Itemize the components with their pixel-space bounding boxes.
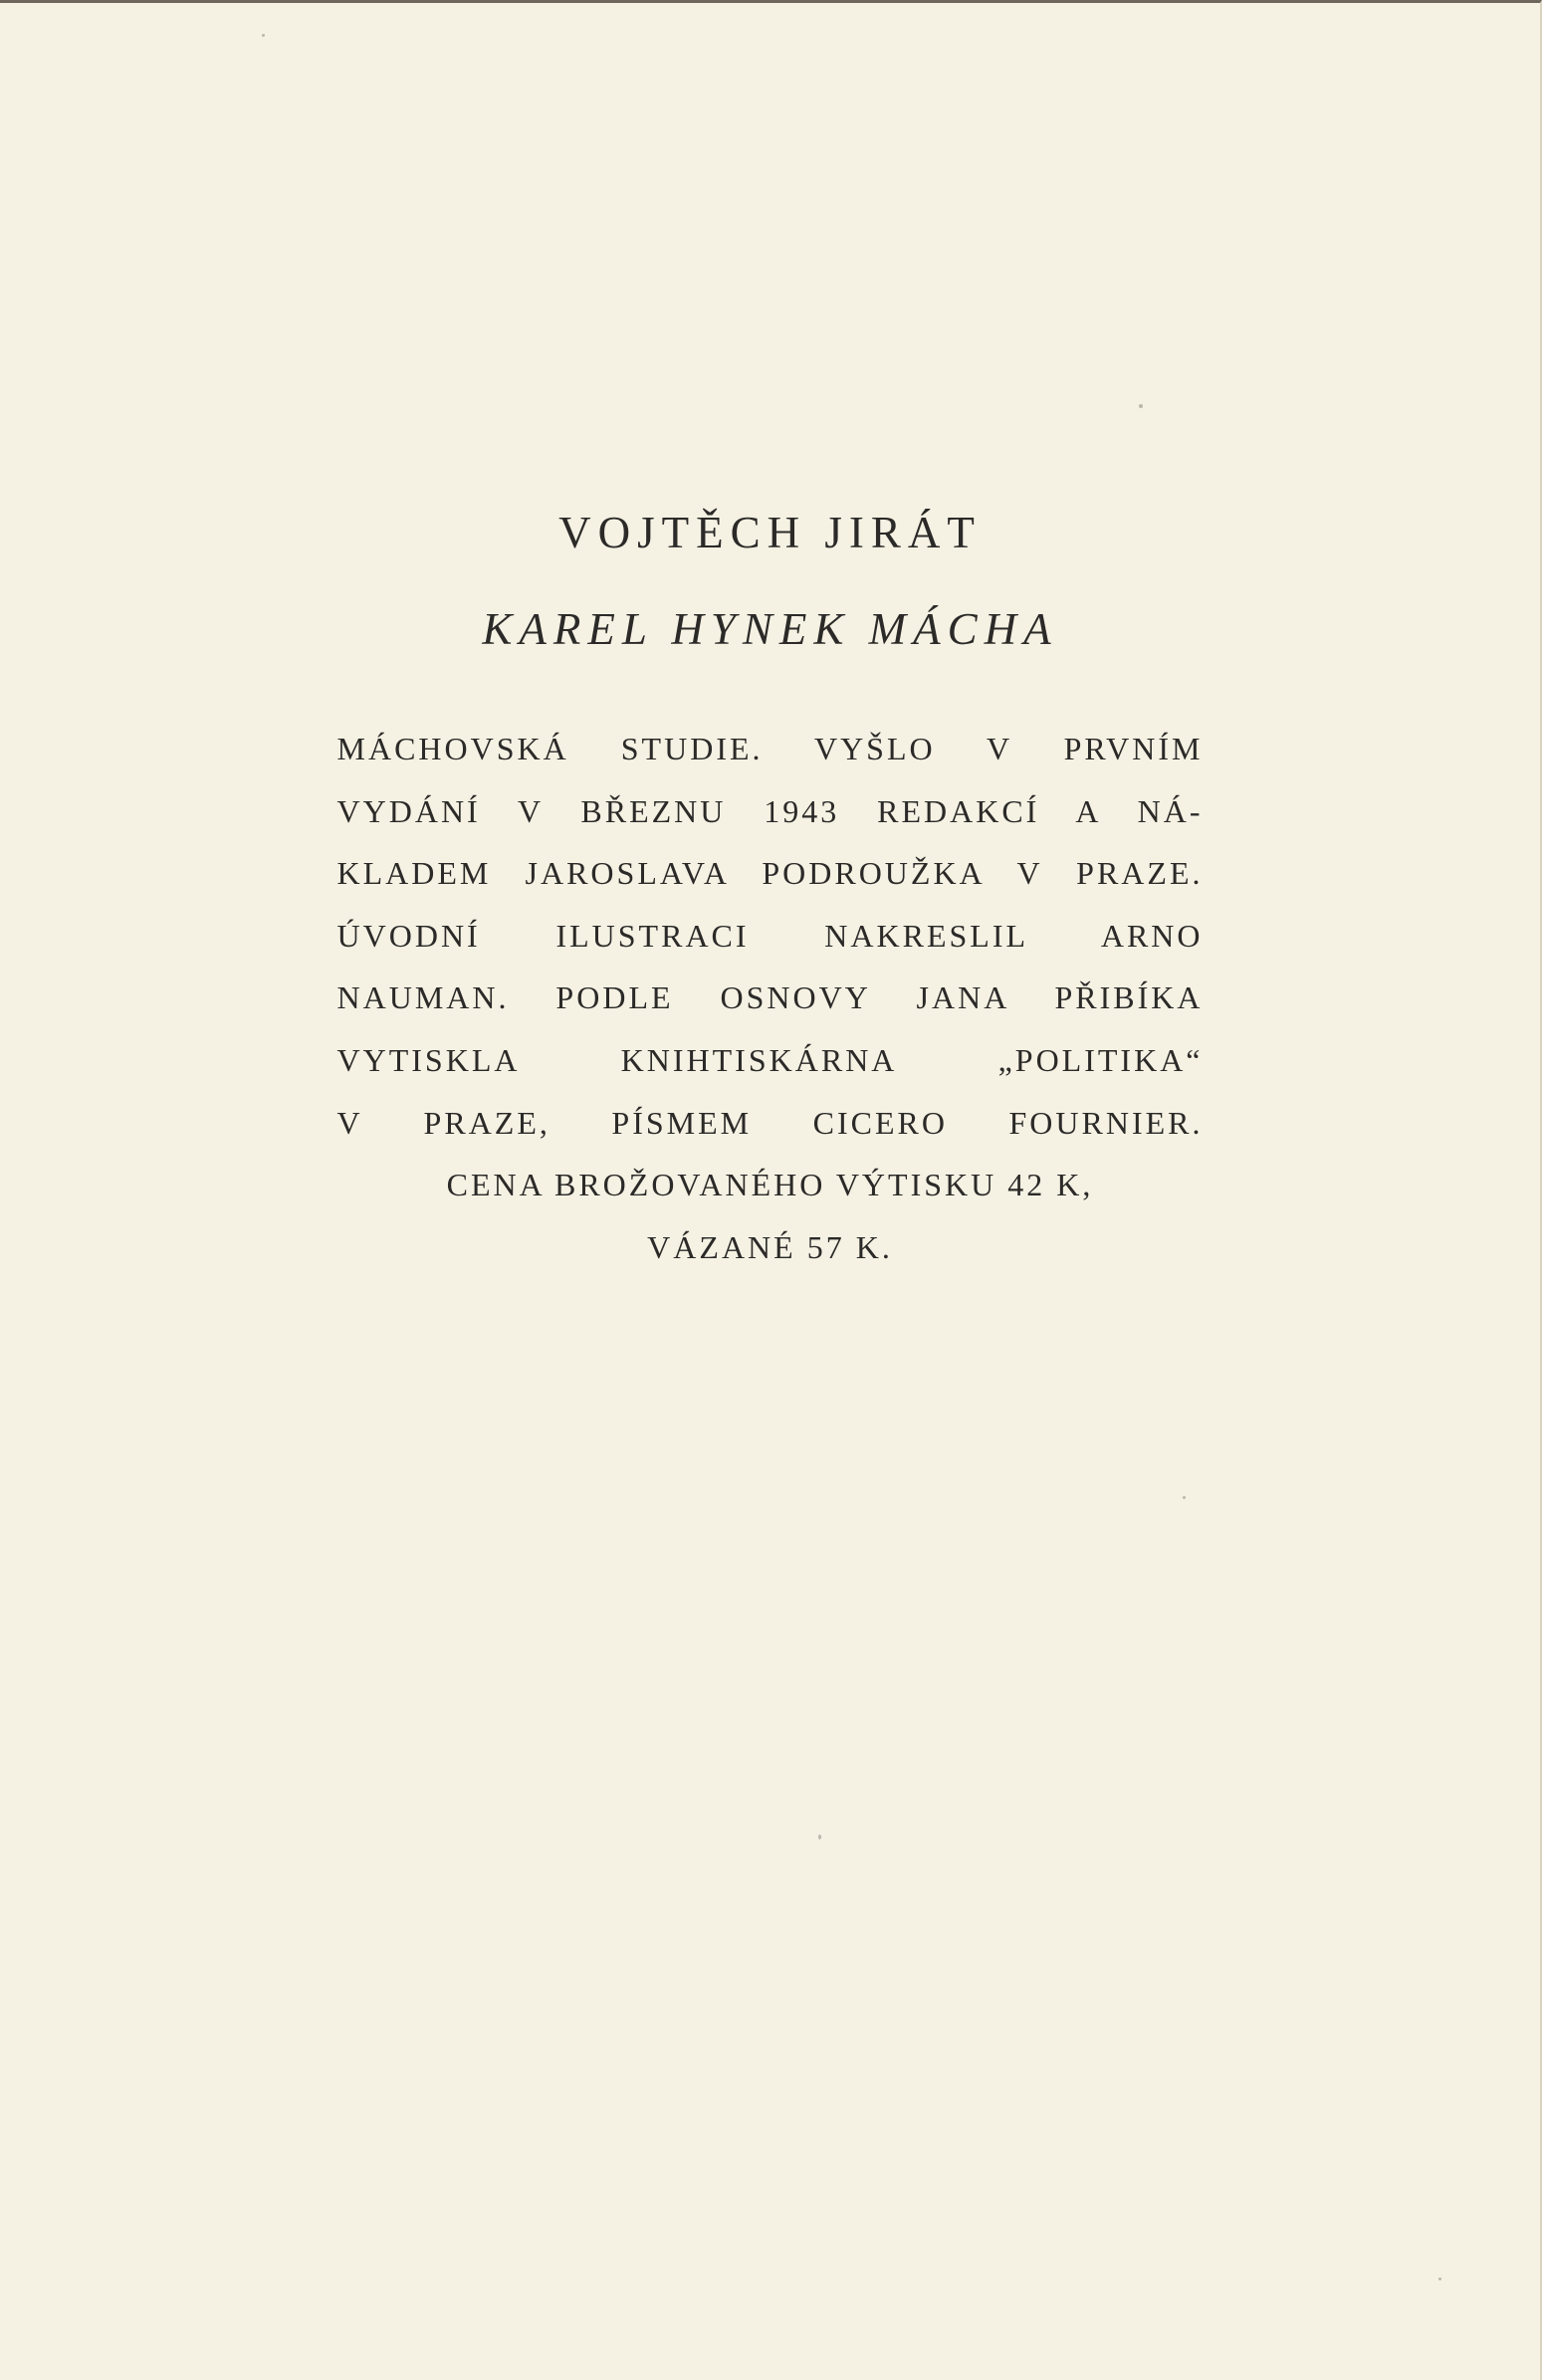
colophon-line: VYTISKLA KNIHTISKÁRNA „POLITIKA“ (336, 1041, 1204, 1078)
paper-speck (818, 1835, 821, 1839)
colophon-line: MÁCHOVSKÁ STUDIE. VYŠLO V PRVNÍM (336, 731, 1204, 766)
colophon-line: V PRAZE, PÍSMEM CICERO FOURNIER. (336, 1104, 1204, 1141)
colophon-block (0, 508, 1540, 1278)
paper-speck (1139, 404, 1143, 408)
colophon-line: ÚVODNÍ ILUSTRACI NAKRESLIL ARNO (336, 917, 1204, 954)
colophon-line: CENA BROŽOVANÉHO VÝTISKU 42 K, (446, 1167, 1094, 1203)
book-title: KAREL HYNEK MÁCHA (482, 604, 1058, 654)
colophon-line: KLADEM JAROSLAVA PODROUŽKA V PRAZE. (336, 855, 1204, 892)
colophon-line: NAUMAN. PODLE OSNOVY JANA PŘIBÍKA (336, 979, 1204, 1016)
paper-speck (262, 34, 265, 37)
author-name: VOJTĚCH JIRÁT (558, 508, 982, 557)
paper-speck (1183, 1496, 1186, 1499)
paper-speck (1438, 2277, 1441, 2280)
colophon-text (337, 718, 1204, 1278)
colophon-line: VYDÁNÍ V BŘEZNU 1943 REDAKCÍ A NÁ- (336, 792, 1204, 829)
colophon-line: VÁZANÉ 57 K. (647, 1228, 893, 1265)
